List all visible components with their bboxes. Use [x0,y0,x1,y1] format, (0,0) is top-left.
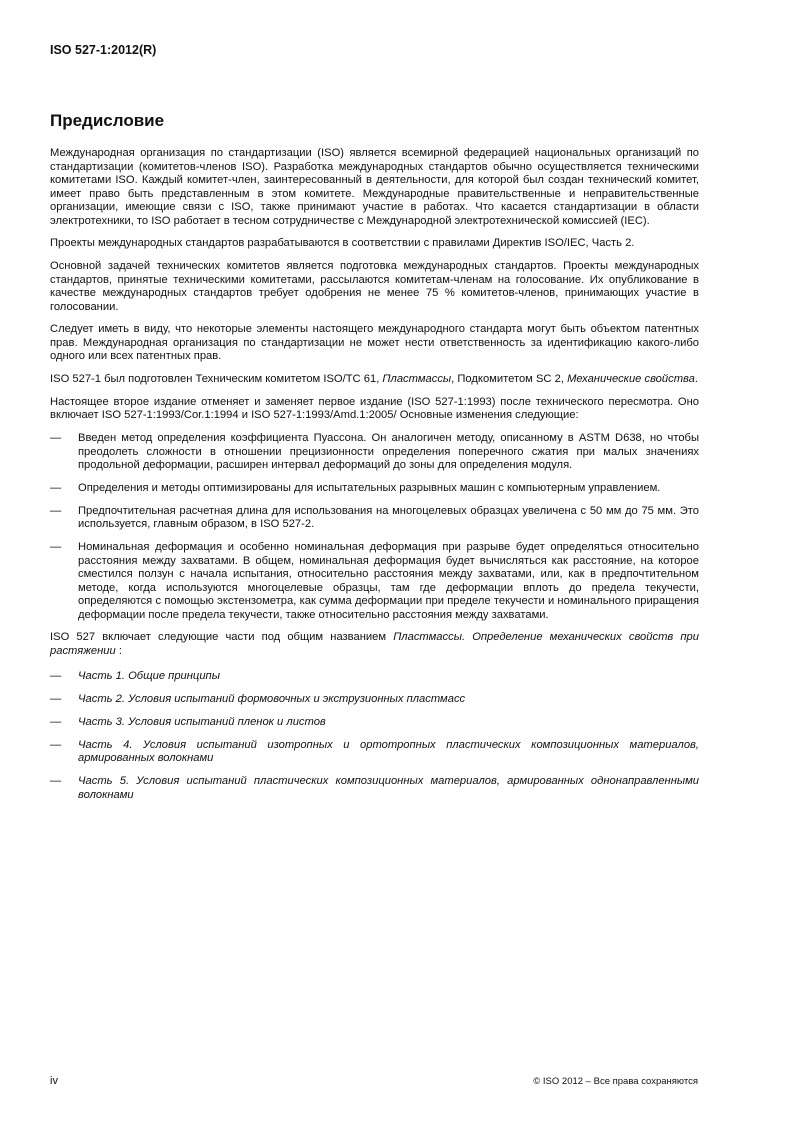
list-item [50,541,699,622]
list-item [50,482,699,496]
dash-bullet: — [50,482,62,495]
list-item [50,739,699,766]
dash-bullet: — [50,738,62,751]
dash-bullet: — [50,432,62,445]
parts-list [50,670,699,802]
list-item [50,775,699,802]
list-item-text: Номинальная деформация и особенно номинальная деформация при разрыве будет определяться относительно расстояния между захватами. В общем, номинальная деформация будет вычисляться как расстояние, на которое сместился ползун с начала испытания, относительно расстояния между захватами, или, как в предпочтительном методе, когда используются многоцелевые образцы, там где деформации вплоть до предела текучести, определяются с помощью экстензометра, как сумма деформации при пределе текучести и номинального приращения деформации после предела текучести, также относительно расстояния между захватами. [78,541,699,621]
paragraph-patents: Следует иметь в виду, что некоторые элементы настоящего международного стандарта могут быть объектом патентных прав. Международная организация по стандартизации не может нести ответственность за идентификацию какого-либо одного или всех патентных прав. [50,323,699,363]
parts-intro-text: ISO 527 включает следующие части под общим названием [50,631,394,644]
page-number: iv [50,1075,58,1087]
dash-bullet: — [50,716,62,729]
list-item-text: Определения и методы оптимизированы для испытательных разрывных машин с компьютерным управлением. [78,482,661,495]
part-title: Часть 4. Условия испытаний изотропных и ортотропных пластических композиционных материалов, армированных волокнами [78,738,699,765]
dash-bullet: — [50,693,62,706]
dash-bullet: — [50,670,62,683]
list-item-text: Введен метод определения коэффициента Пуассона. Он аналогичен методу, описанному в ASTM D638, но чтобы преодолеть сложности в отношении прецизионности определения поперечного сжатия при малых значениях продольной деформации, расширен интервал деформаций до зоны для определения модуля. [78,432,699,472]
list-item [50,670,699,684]
part-title: Часть 1. Общие принципы [78,670,220,683]
paragraph-directives: Проекты международных стандартов разрабатываются в соответствии с правилами Директив ISO/IEC, Часть 2. [50,237,635,250]
paragraph-main-task: Основной задачей технических комитетов является подготовка международных стандартов. Проекты международных стандартов, принятые техническими комитетами, рассылаются комитетам-членам на голосование. Их опубликование в качестве международных стандартов требует одобрения не менее 75 % комитетов-членов, принимающих участие в голосовании. [50,260,699,313]
series-title: Пластмассы. Определение механических свойств при растяжении [50,631,700,657]
paragraph-iso-intro: Международная организация по стандартизации (ISO) является всемирной федерацией национальных организаций по стандартизации (комитетов-членов ISO). Разработка международных стандартов обычно осуществляется техническими комитетами ISO. Каждый комитет-член, заинтересованный в деятельности, для которой был создан технический комитет, имеет право быть представленным в этом комитете. Международные правительственные и неправительственные организации, имеющие связи с ISO, также принимают участие в работах. Что касается стандартизации в области электротехники, то ISO работает в тесном сотрудничестве с Международной электротехнической комиссией (IEC). [50,147,699,227]
dash-bullet: — [50,541,62,554]
standard-reference: ISO 527-1:2012(R) [50,43,157,57]
dash-bullet: — [50,775,62,788]
prepared-by-text: ISO 527-1 был подготовлен Техническим комитетом ISO/TC 61, [50,373,383,386]
part-title: Часть 5. Условия испытаний пластических композиционных материалов, армированных однонаправленными волокнами [78,775,699,801]
subcommittee-name: Механические свойства [567,373,695,386]
part-title: Часть 2. Условия испытаний формовочных и экструзионных пластмасс [78,693,466,706]
dash-bullet: — [50,504,62,517]
committee-name: Пластмассы [382,373,452,386]
list-item [50,432,699,473]
page-title: Предисловие [50,111,165,130]
list-item [50,505,699,532]
list-item [50,693,699,707]
foreword-body [50,147,699,811]
prepared-by-end: . [694,373,698,386]
copyright-notice: © ISO 2012 – Все права сохраняются [533,1076,698,1087]
prepared-by-text-2: , Подкомитетом SC 2, [451,373,568,386]
list-item [50,716,699,730]
paragraph-edition: Настоящее второе издание отменяет и заменяет первое издание (ISO 527-1:1993) после технического пересмотра. Оно включает ISO 527-1:1993/Cor.1:1994 и ISO 527-1:1993/Amd.1:2005/ Основные изменения следующие: [50,395,699,422]
list-item-text: Предпочтительная расчетная длина для использования на многоцелевых образцах увеличена с 50 мм до 75 мм. Это используется, главным образом, в ISO 527-2. [78,504,699,531]
changes-list [50,432,699,622]
parts-intro-end: : [115,644,122,657]
part-title: Часть 3. Условия испытаний пленок и листов [78,716,326,729]
paragraph-prepared-by [50,373,699,387]
paragraph-parts-intro [50,631,699,658]
